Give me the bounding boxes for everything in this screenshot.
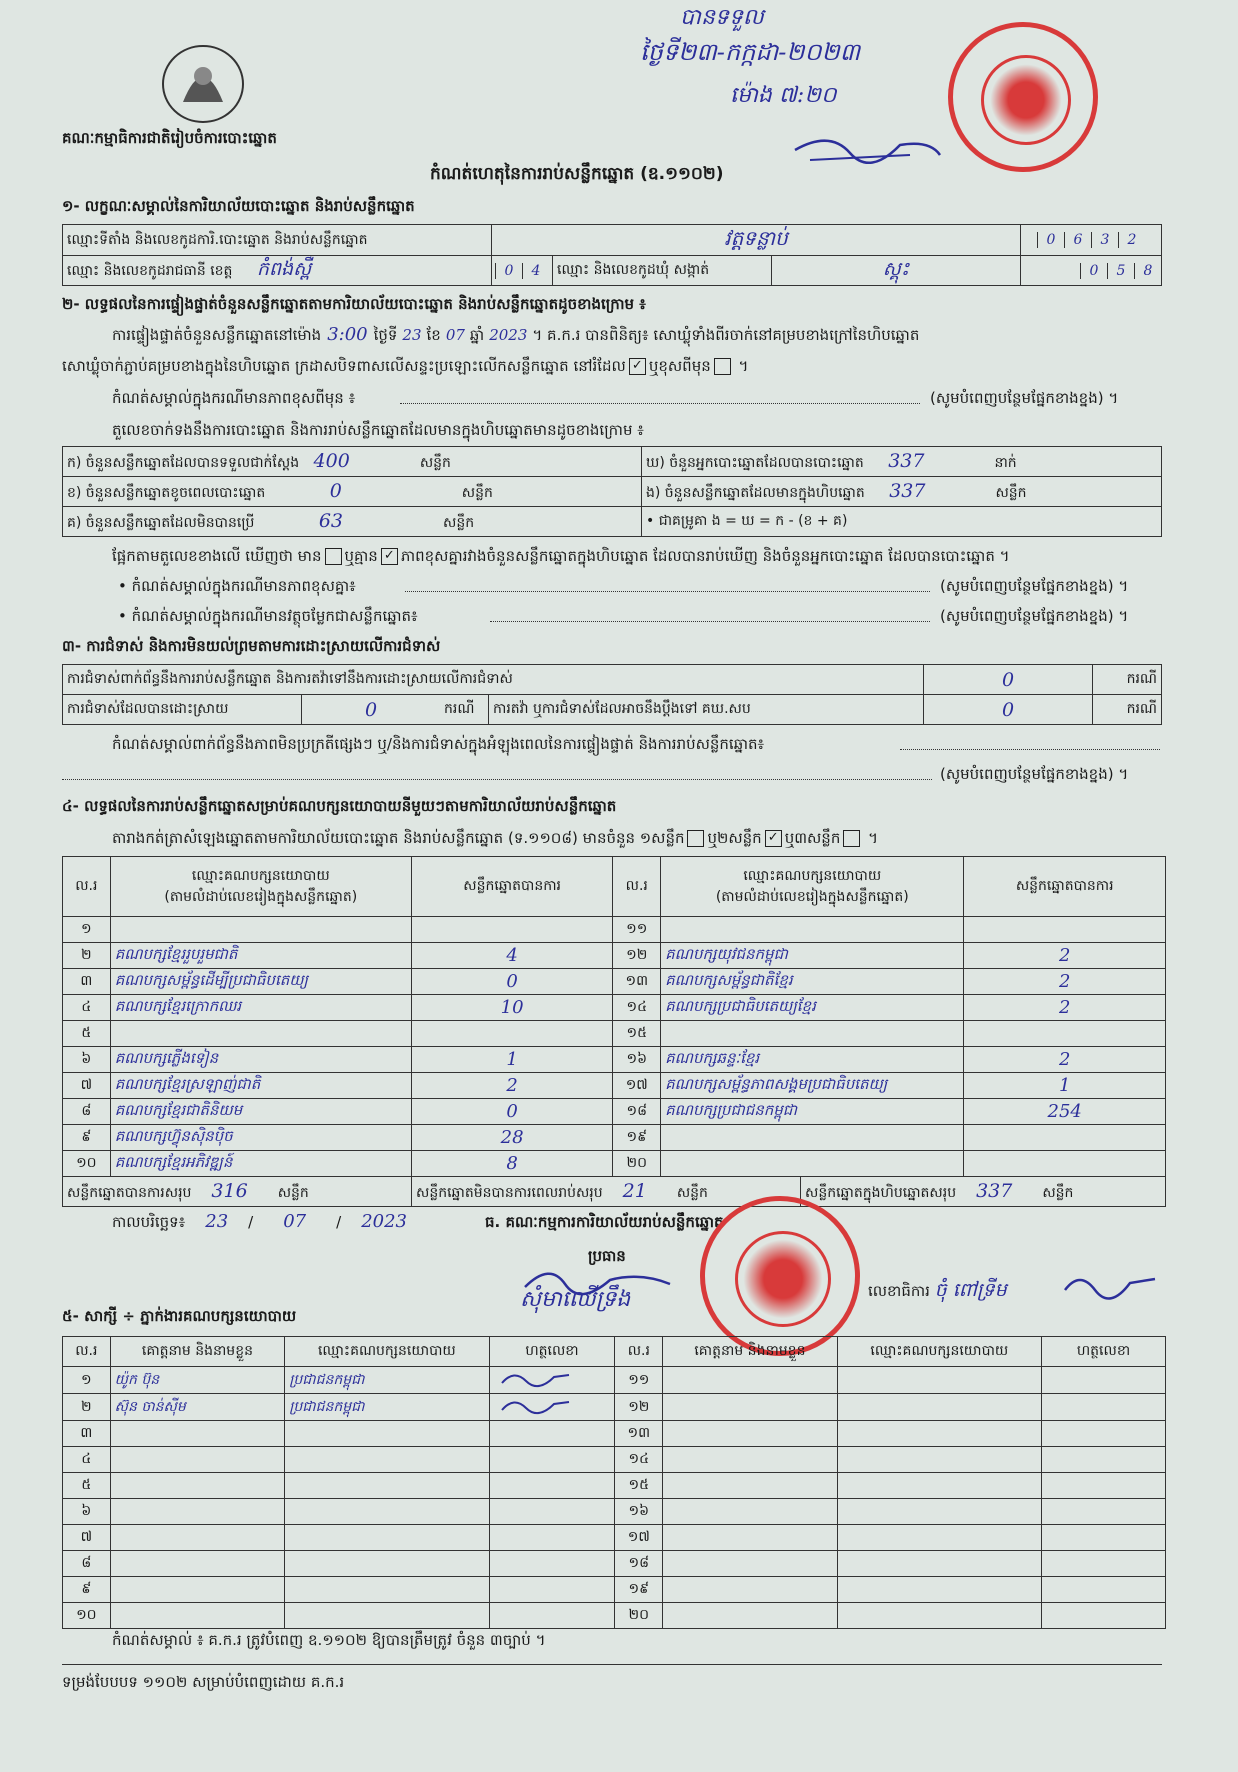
table-row <box>63 1473 1166 1499</box>
party-no-cell: ១៩ <box>613 1125 661 1151</box>
total-valid-value: 316 <box>211 1179 248 1202</box>
checkbox-different[interactable] <box>714 358 731 375</box>
bullet-foreign-line <box>490 621 930 622</box>
witness-empty-cell <box>1041 1473 1165 1499</box>
witness-no-cell: ១៨ <box>615 1551 663 1577</box>
witness-empty-cell <box>663 1499 838 1525</box>
verification-time: 3:00 <box>327 324 368 345</box>
w-col-party-left: ឈ្មោះគណបក្សនយោបាយ <box>285 1337 489 1367</box>
bullet-foreign: • កំណត់សម្គាល់ក្នុងករណីមានវត្ថុចម្លែកជាសន្លឹកឆ្នោត៖ <box>118 607 418 625</box>
bullet-foreign-fill: (សូមបំពេញបន្ថែមផ្នែកខាងខ្នង) ។ <box>940 607 1129 625</box>
verification-line-2: សោឃ្លុំចាក់ភ្ជាប់គម្របខាងក្នុងនៃហិបឆ្នោត ក្រដាសបិទពាសលើសន្ទះប្រឡោះលើកសន្លឹកឆ្នោត នៅរំដែល ✓ ឬខុសពីមុន ។ <box>62 357 749 375</box>
witness-no-cell: ៤ <box>63 1447 111 1473</box>
w-col-sign-right: ហត្ថលេខា <box>1041 1337 1165 1367</box>
party-party-cell: គណបក្សខ្មែរជាតិនិយម <box>110 1099 411 1125</box>
table-row <box>63 1603 1166 1629</box>
witness-sign-cell <box>489 1421 615 1447</box>
received-time: ម៉ោង ៧:២០ <box>730 83 837 108</box>
col-no-right: ល.រ <box>613 857 661 917</box>
ballots-unused-row: គ) ចំនួនសន្លឹកឆ្នោតដែលមិនបានប្រើ 63 សន្លឹក <box>63 507 642 537</box>
witness-party-cell <box>285 1525 489 1551</box>
received-note: បានទទួល <box>680 5 764 30</box>
voters-voted-row: ឃ) ចំនួនអ្នកបោះឆ្នោតដែលបានបោះឆ្នោត 337 នាក់ <box>642 447 1162 477</box>
table-row <box>63 1125 1166 1151</box>
witness-sign-cell <box>489 1447 615 1473</box>
witness-empty-cell <box>663 1525 838 1551</box>
party-party-cell: គណបក្សសម្ព័ន្ធជាតិខ្មែរ <box>661 969 964 995</box>
witness-no-cell: ៣ <box>63 1421 111 1447</box>
form-title: កំណត់ហេតុនៃការរាប់សន្លឹកឆ្នោត (ឧ.១១០២) <box>430 164 724 184</box>
station-code: 0 6 3 2 <box>1021 225 1162 256</box>
witness-empty-cell <box>663 1447 838 1473</box>
witness-empty-cell <box>1041 1525 1165 1551</box>
table-row <box>63 1099 1166 1125</box>
witness-sign-cell <box>489 1394 615 1421</box>
witness-no-cell: ១១ <box>615 1367 663 1394</box>
resolved-unit: ករណី <box>440 695 489 725</box>
witness-name-cell <box>110 1421 285 1447</box>
table-row <box>63 1151 1166 1177</box>
col-party-left: ឈ្មោះគណបក្សនយោបាយ (តាមលំដាប់លេខរៀងក្នុងសន្លឹកឆ្នោត) <box>110 857 411 917</box>
party-party-cell: គណបក្សយុវជនកម្ពុជា <box>661 943 964 969</box>
section-5-heading: ៥- សាក្សី ÷ ភ្នាក់ងារគណបក្សនយោបាយ <box>62 1307 297 1325</box>
table-row <box>63 943 1166 969</box>
secretary-label: លេខាធិការ ចុំ ពៅទ្រីម <box>868 1279 1007 1301</box>
party-votes-cell <box>411 1021 613 1047</box>
party-party-cell: គណបក្សប្រជាធិបតេយ្យខ្មែរ <box>661 995 964 1021</box>
diff-note-line <box>400 403 920 404</box>
witness-no-cell: ១ <box>63 1367 111 1394</box>
formula: • ជាគម្រូគា ង = ឃ = ក - (ខ + គ) <box>642 507 1162 537</box>
witness-no-cell: ១០ <box>63 1603 111 1629</box>
witness-sign-cell <box>489 1499 615 1525</box>
section-4-heading: ៤- លទ្ធផលនៃការរាប់សន្លឹកឆ្នោតសម្រាប់គណបក្សនយោបាយនីមួយៗតាមការិយាល័យរាប់សន្លឹកឆ្នោត <box>62 797 617 815</box>
appeal-value: 0 <box>924 695 1093 725</box>
party-no-cell: ៤ <box>63 995 111 1021</box>
polling-station-table <box>62 224 1162 286</box>
witness-empty-cell <box>1041 1447 1165 1473</box>
chair-name: សុំមាឈើទ្រឹង <box>520 1287 631 1312</box>
party-party-cell: គណបក្សសម្ព័ន្ធដើម្បីប្រជាធិបតេយ្យ <box>110 969 411 995</box>
resolved-label: ការជំទាស់ដែលបានដោះស្រាយ <box>63 695 302 725</box>
witness-empty-cell <box>1041 1421 1165 1447</box>
signature-top <box>790 125 950 174</box>
table-row <box>63 1551 1166 1577</box>
party-no-cell: ៨ <box>63 1099 111 1125</box>
witness-empty-cell <box>1041 1394 1165 1421</box>
complaints-value: 0 <box>924 665 1093 695</box>
party-no-cell: ២ <box>63 943 111 969</box>
w-col-party-right: ឈ្មោះគណបក្សនយោបាយ <box>837 1337 1041 1367</box>
ballots-spoiled-row: ខ) ចំនួនសន្លឹកឆ្នោតខូចពេលបោះឆ្នោត 0 សន្លឹក <box>63 477 642 507</box>
party-votes-cell: 2 <box>964 1047 1166 1073</box>
witness-empty-cell <box>1041 1551 1165 1577</box>
ballots-received-row: ក) ចំនួនសន្លឹកឆ្នោតដែលបានទទួលជាក់ស្តែង 400 សន្លឹក <box>63 447 642 477</box>
witness-no-cell: ១២ <box>615 1394 663 1421</box>
table-row <box>63 1577 1166 1603</box>
table-row <box>63 1525 1166 1551</box>
witness-empty-cell <box>663 1603 838 1629</box>
witness-no-cell: ១៣ <box>615 1421 663 1447</box>
party-no-cell: ១៦ <box>613 1047 661 1073</box>
party-party-cell <box>661 1151 964 1177</box>
checkbox-same[interactable]: ✓ <box>629 358 646 375</box>
w-col-no-right: ល.រ <box>615 1337 663 1367</box>
party-no-cell: ១ <box>63 917 111 943</box>
irregularity-note: កំណត់សម្គាល់ពាក់ព័ន្ធនឹងភាពមិនប្រក្រតីផ្សេងៗ ឬ/និងការជំទាស់ក្នុងអំឡុងពេលនៃការផ្ទៀងផ្ទាត់ និងការរាប់សន្លឹកឆ្នោត៖ <box>112 735 765 753</box>
table-row <box>63 1047 1166 1073</box>
complaints-table <box>62 664 1162 725</box>
witness-empty-cell <box>837 1473 1041 1499</box>
diff-note-fill: (សូមបំពេញបន្ថែមផ្នែកខាងខ្នង) ។ <box>930 389 1119 407</box>
complaints-label: ការជំទាស់ពាក់ព័ន្ធនឹងការរាប់សន្លឹកឆ្នោត និងការតវ៉ាទៅនឹងការដោះស្រាយលើការជំទាស់ <box>63 665 924 695</box>
party-no-cell: ៦ <box>63 1047 111 1073</box>
witness-sign-cell <box>489 1577 615 1603</box>
witness-empty-cell <box>837 1367 1041 1394</box>
witness-name-cell: ស៊ុន ចាន់ស៊ីម <box>110 1394 285 1421</box>
figures-intro: តួលេខចាក់ទងនឹងការបោះឆ្នោត និងការរាប់សន្លឹកឆ្នោតដែលមានក្នុងហិបឆ្នោតមានដូចខាងក្រោម ៖ <box>112 421 644 439</box>
witness-no-cell: ១៥ <box>615 1473 663 1499</box>
party-party-cell <box>661 1125 964 1151</box>
witness-sign-cell <box>489 1473 615 1499</box>
section-3-heading: ៣- ការជំទាស់ និងការមិនយល់ព្រមតាមការដោះស្រាយលើការជំទាស់ <box>62 637 441 655</box>
party-no-cell: ៩ <box>63 1125 111 1151</box>
w-col-sign-left: ហត្ថលេខា <box>489 1337 615 1367</box>
w-col-name-right: គោត្តនាម និងនាមខ្លួន <box>663 1337 838 1367</box>
witness-sign-cell <box>489 1525 615 1551</box>
province-code: 0 4 <box>492 256 553 286</box>
chair-signature <box>520 1262 680 1306</box>
witness-empty-cell <box>1041 1577 1165 1603</box>
table-row <box>63 995 1166 1021</box>
party-no-cell: ១៤ <box>613 995 661 1021</box>
commune-label: ឈ្មោះ និងលេខកូដឃុំ សង្កាត់ <box>553 256 772 286</box>
col-no-left: ល.រ <box>63 857 111 917</box>
results-totals <box>62 1176 1166 1207</box>
party-party-cell: គណបក្សខ្មែរអភិវឌ្ឍន៍ <box>110 1151 411 1177</box>
checkbox-2-sheets[interactable]: ✓ <box>765 830 782 847</box>
party-votes-cell <box>964 1125 1166 1151</box>
party-no-cell: ៣ <box>63 969 111 995</box>
resolved-value: 0 <box>302 695 441 725</box>
witness-no-cell: ៦ <box>63 1499 111 1525</box>
witness-name-cell <box>110 1551 285 1577</box>
party-party-cell <box>110 917 411 943</box>
party-party-cell: គណបក្សភ្លើងទៀន <box>110 1047 411 1073</box>
witness-no-cell: ១៩ <box>615 1577 663 1603</box>
witness-name-cell <box>110 1525 285 1551</box>
witness-name-cell: យ៉ូក ប៊ុន <box>110 1367 285 1394</box>
party-party-cell: គណបក្សខ្មែររួបរួមជាតិ <box>110 943 411 969</box>
witness-empty-cell <box>837 1551 1041 1577</box>
party-party-cell: គណបក្សឆន្ទៈខ្មែរ <box>661 1047 964 1073</box>
witness-no-cell: ៥ <box>63 1473 111 1499</box>
witness-party-cell <box>285 1447 489 1473</box>
province-value: កំពង់ស្ពឺ <box>256 257 312 280</box>
appeal-label: ការតវ៉ា ឬការជំទាស់ដែលអាចនឹងប្តឹងទៅ គឃ.សប <box>489 695 924 725</box>
witness-no-cell: ២ <box>63 1394 111 1421</box>
station-name-label: ឈ្មោះទីតាំង និងលេខកូដការិ.បោះឆ្នោត និងរាប់សន្លឹកឆ្នោត <box>63 225 492 256</box>
w-col-no-left: ល.រ <box>63 1337 111 1367</box>
witness-empty-cell <box>837 1577 1041 1603</box>
irregularity-line-1 <box>900 749 1160 750</box>
party-votes-cell: 1 <box>411 1047 613 1073</box>
total-in-box: សន្លឹកឆ្នោតក្នុងហិបឆ្នោតសរុប 337 សន្លឹក <box>801 1177 1166 1207</box>
party-party-cell <box>661 917 964 943</box>
party-votes-cell: 10 <box>411 995 613 1021</box>
party-votes-cell: 1 <box>964 1073 1166 1099</box>
verification-line-1: ការផ្ទៀងផ្ទាត់ចំនួនសន្លឹកឆ្នោតនៅម៉ោង 3:00 ថ្ងៃទី 23 ខែ 07 ឆ្នាំ 2023 ។ គ.ក.រ បានពិនិត្យ៖ សោឃ្លុំទាំងពីរចាក់នៅគម្របខាងក្រៅនៃហិបឆ្នោត <box>112 324 920 345</box>
secretary-name: ចុំ ពៅទ្រីម <box>934 1279 1007 1301</box>
official-stamp-bottom <box>700 1196 860 1356</box>
party-no-cell: ៧ <box>63 1073 111 1099</box>
station-name-value: វត្តទន្លាប់ <box>492 225 1021 256</box>
party-no-cell: ១០ <box>63 1151 111 1177</box>
party-party-cell <box>661 1021 964 1047</box>
party-no-cell: ១៧ <box>613 1073 661 1099</box>
irregularity-line-2 <box>62 779 932 780</box>
witness-sign-cell <box>489 1551 615 1577</box>
chair-label: ប្រធាន <box>588 1247 626 1265</box>
witness-party-cell <box>285 1421 489 1447</box>
witness-empty-cell <box>663 1577 838 1603</box>
org-name: គណៈកម្មាធិការជាតិរៀបចំការបោះឆ្នោត <box>62 129 277 147</box>
witness-party-cell <box>285 1603 489 1629</box>
witness-no-cell: ៩ <box>63 1577 111 1603</box>
tally-sheets-line: តារាងកត់ត្រាសំឡេងឆ្នោតតាមការិយាល័យបោះឆ្នោត និងរាប់សន្លឹកឆ្នោត (ទ.១១០៨) មានចំនួន ១សន្លឹក ឬ២សន្លឹក ✓ ឬ៣សន្លឹក ។ <box>112 829 879 847</box>
commune-code: 0 5 8 <box>1021 256 1162 286</box>
witness-party-cell <box>285 1577 489 1603</box>
witness-empty-cell <box>663 1394 838 1421</box>
appeal-unit: ករណី <box>1093 695 1162 725</box>
table-row <box>63 1447 1166 1473</box>
table-row <box>63 1499 1166 1525</box>
party-party-cell: គណបក្សខ្មែរក្រោកឈរ <box>110 995 411 1021</box>
committee-label: ធ. គណៈកម្មការការិយាល័យរាប់សន្លឹកឆ្នោត <box>485 1213 724 1231</box>
witness-empty-cell <box>663 1473 838 1499</box>
party-no-cell: ១៣ <box>613 969 661 995</box>
party-votes-cell: 254 <box>964 1099 1166 1125</box>
witness-sign-cell <box>489 1603 615 1629</box>
table-row <box>63 969 1166 995</box>
checkbox-1-sheet[interactable] <box>687 830 704 847</box>
party-party-cell: គណបក្សប្រជាជនកម្ពុជា <box>661 1099 964 1125</box>
col-votes-left: សន្លឹកឆ្នោតបានការ <box>411 857 613 917</box>
col-party-right: ឈ្មោះគណបក្សនយោបាយ (តាមលំដាប់លេខរៀងក្នុងសន្លឹកឆ្នោត) <box>661 857 964 917</box>
party-votes-cell: 2 <box>411 1073 613 1099</box>
official-stamp-top <box>948 22 1098 172</box>
party-party-cell <box>110 1021 411 1047</box>
party-no-cell: ១១ <box>613 917 661 943</box>
table-row <box>63 1073 1166 1099</box>
party-no-cell: ២០ <box>613 1151 661 1177</box>
voters-voted-value: 337 <box>888 449 925 472</box>
party-no-cell: ១៥ <box>613 1021 661 1047</box>
party-votes-cell: 0 <box>411 969 613 995</box>
party-votes-cell <box>411 917 613 943</box>
footer-rule <box>62 1664 1162 1665</box>
ballots-in-box-value: 337 <box>889 479 926 502</box>
party-votes-cell <box>964 917 1166 943</box>
witness-empty-cell <box>837 1525 1041 1551</box>
party-results-table <box>62 856 1166 1177</box>
party-votes-cell: 4 <box>411 943 613 969</box>
party-party-cell: គណបក្សសម្ព័ន្ធភាពសង្គមប្រជាធិបតេយ្យ <box>661 1073 964 1099</box>
party-no-cell: ៥ <box>63 1021 111 1047</box>
party-votes-cell <box>964 1151 1166 1177</box>
section-2-heading: ២- លទ្ធផលនៃការផ្ទៀងផ្ទាត់ចំនួនសន្លឹកឆ្នោតតាមការិយាល័យបោះឆ្នោត និងរាប់សន្លឹកឆ្នោតដូចខាងក្រោម ៖ <box>62 295 646 313</box>
emblem-logo <box>158 42 248 126</box>
party-votes-cell: 2 <box>964 943 1166 969</box>
total-invalid: សន្លឹកឆ្នោតមិនបានការពេលរាប់សរុប 21 សន្លឹក <box>412 1177 801 1207</box>
table-row <box>63 1367 1166 1394</box>
checkbox-has-diff[interactable] <box>325 548 342 565</box>
ballot-figures-table <box>62 446 1162 537</box>
witness-empty-cell <box>663 1551 838 1577</box>
witness-sign-cell <box>489 1367 615 1394</box>
table-row <box>63 1021 1166 1047</box>
checkbox-no-diff[interactable]: ✓ <box>381 548 398 565</box>
province-label: ឈ្មោះ និងលេខកូដរាជធានី ខេត្ត កំពង់ស្ពឺ <box>63 256 492 286</box>
witness-name-cell <box>110 1473 285 1499</box>
bullet-difference-fill: (សូមបំពេញបន្ថែមផ្នែកខាងខ្នង) ។ <box>940 577 1129 595</box>
ballots-received-value: 400 <box>313 449 350 472</box>
witness-empty-cell <box>837 1499 1041 1525</box>
witness-party-cell <box>285 1473 489 1499</box>
witness-no-cell: ៧ <box>63 1525 111 1551</box>
party-votes-cell: 0 <box>411 1099 613 1125</box>
witness-no-cell: ២០ <box>615 1603 663 1629</box>
witness-party-cell <box>285 1499 489 1525</box>
witness-no-cell: ១៧ <box>615 1525 663 1551</box>
form-footer: ទម្រង់បែបបទ ១១០២ សម្រាប់បំពេញដោយ គ.ក.រ <box>62 1673 345 1691</box>
witness-empty-cell <box>1041 1603 1165 1629</box>
ballots-spoiled-value: 0 <box>329 479 342 502</box>
witness-no-cell: ៨ <box>63 1551 111 1577</box>
footnote: កំណត់សម្គាល់ ៖ គ.ក.រ ត្រូវបំពេញ ឧ.១១០២ ឱ្យបានត្រឹមត្រូវ ចំនួន ៣ច្បាប់ ។ <box>112 1631 546 1649</box>
witness-party-cell <box>285 1551 489 1577</box>
party-no-cell: ១២ <box>613 943 661 969</box>
checkbox-3-sheets[interactable] <box>843 830 860 847</box>
col-votes-right: សន្លឹកឆ្នោតបានការ <box>964 857 1166 917</box>
witness-name-cell <box>110 1577 285 1603</box>
witness-empty-cell <box>1041 1367 1165 1394</box>
total-valid: សន្លឹកឆ្នោតបានការសរុប 316 សន្លឹក <box>63 1177 412 1207</box>
party-votes-cell: 2 <box>964 969 1166 995</box>
witness-no-cell: ១៤ <box>615 1447 663 1473</box>
irregularity-fill: (សូមបំពេញបន្ថែមផ្នែកខាងខ្នង) ។ <box>940 765 1129 783</box>
party-votes-cell: 28 <box>411 1125 613 1151</box>
table-row <box>63 1394 1166 1421</box>
secretary-signature <box>1060 1265 1160 1309</box>
witness-name-cell <box>110 1603 285 1629</box>
witness-name-cell <box>110 1499 285 1525</box>
party-party-cell: គណបក្សខ្មែរស្រឡាញ់ជាតិ <box>110 1073 411 1099</box>
witness-empty-cell <box>663 1421 838 1447</box>
total-invalid-value: 21 <box>622 1179 647 1202</box>
table-row <box>63 917 1166 943</box>
party-no-cell: ១៨ <box>613 1099 661 1125</box>
table-row <box>63 1421 1166 1447</box>
witness-empty-cell <box>837 1603 1041 1629</box>
witness-empty-cell <box>1041 1499 1165 1525</box>
witness-party-cell: ប្រជាជនកម្ពុជា <box>285 1367 489 1394</box>
date-line: កាលបរិច្ឆេទ៖ 23 / 07 / 2023 <box>112 1211 407 1232</box>
w-col-name-left: គោត្តនាម និងនាមខ្លួន <box>110 1337 285 1367</box>
party-votes-cell: 8 <box>411 1151 613 1177</box>
commune-value: ស្គុះ <box>772 256 1021 286</box>
witness-name-cell <box>110 1447 285 1473</box>
bullet-difference: • កំណត់សម្គាល់ក្នុងករណីមានភាពខុសគ្នា៖ <box>118 577 356 595</box>
witness-empty-cell <box>837 1421 1041 1447</box>
witness-no-cell: ១៦ <box>615 1499 663 1525</box>
party-votes-cell <box>964 1021 1166 1047</box>
ballots-unused-value: 63 <box>318 509 344 532</box>
party-votes-cell: 2 <box>964 995 1166 1021</box>
witness-empty-cell <box>837 1394 1041 1421</box>
ballots-in-box-row: ង) ចំនួនសន្លឹកឆ្នោតដែលមានក្នុងហិបឆ្នោត 337 សន្លឹក <box>642 477 1162 507</box>
total-in-box-value: 337 <box>976 1179 1013 1202</box>
received-date: ថ្ងៃទី២៣-កក្កដា-២០២៣ <box>640 38 861 66</box>
difference-line: ផ្អែកតាមតួលេខខាងលើ ឃើញថា មាន ឬគ្មាន ✓ ភាពខុសគ្នារវាងចំនួនសន្លឹកឆ្នោតក្នុងហិបឆ្នោត ដែលបានរាប់ឃើញ និងចំនួនអ្នកបោះឆ្នោត ដែលបានបោះឆ្នោត ។ <box>112 547 1010 565</box>
witness-empty-cell <box>837 1447 1041 1473</box>
section-1-heading: ១- លក្ខណៈសម្គាល់នៃការិយាល័យបោះឆ្នោត និងរាប់សន្លឹកឆ្នោត <box>62 197 415 215</box>
complaints-unit: ករណី <box>1093 665 1162 695</box>
witness-table <box>62 1336 1166 1629</box>
party-party-cell: គណបក្សហ៊្វុនស៊ិនប៉ិច <box>110 1125 411 1151</box>
bullet-difference-line <box>405 591 930 592</box>
witness-party-cell: ប្រជាជនកម្ពុជា <box>285 1394 489 1421</box>
diff-note-label: កំណត់សម្គាល់ក្នុងករណីមានភាពខុសពីមុន ៖ <box>112 389 356 407</box>
witness-empty-cell <box>663 1367 838 1394</box>
